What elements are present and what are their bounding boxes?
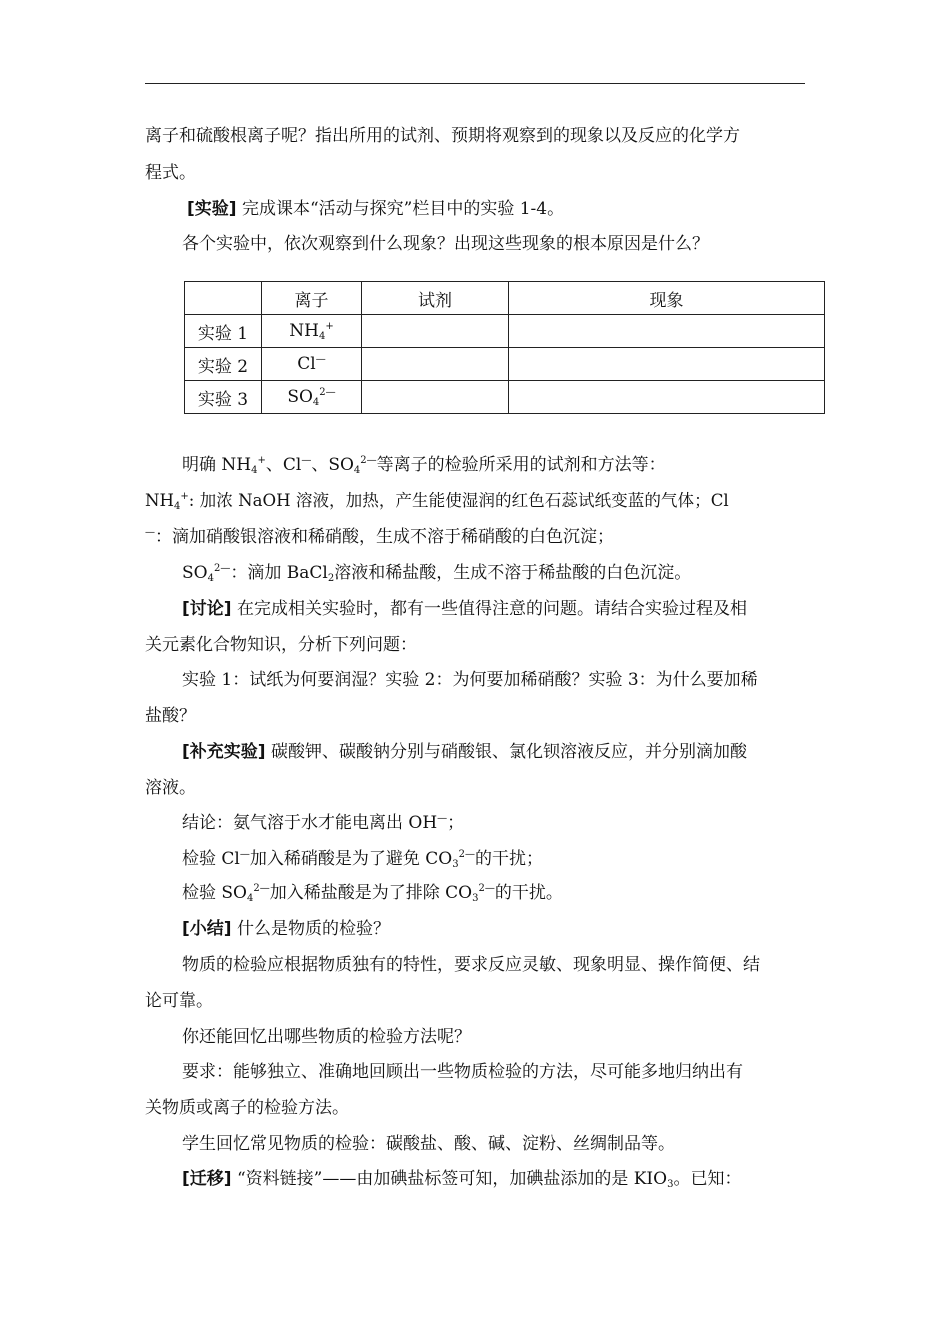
experiment-table [184,281,825,414]
experiment-text: 完成课本“活动与探究”栏目中的实验 1-4。 [236,199,565,219]
discuss-tag: [讨论] [182,599,232,619]
paragraph-line: 溶液。 [145,778,196,798]
conclusion-line: 检验 $SO_4^{2—}$加入稀盐酸是为了排除 $CO_3^{2—}$的干扰。 [182,883,563,904]
row-label: 实验 2 [185,348,262,381]
table-header-cell [185,282,262,315]
so4-test-line: $SO_4^{2—}$：滴加 BaCl$_2$溶液和稀盐酸，生成不溶于稀盐酸的白色沉淀。 [182,563,692,584]
table-row [185,381,825,414]
table-header-cell: 离子 [262,282,362,315]
paragraph-line: 物质的检验应根据物质独有的特性，要求反应灵敏、现象明显、操作简便、结 [182,955,760,975]
paragraph-line: 盐酸？ [145,706,196,726]
experiment-line [187,201,564,218]
summary-line: [小结] 什么是物质的检验？ [182,919,390,939]
conclusion-line: 检验 Cl—加入稀硝酸是为了避免 $CO_3^{2—}$的干扰； [182,849,543,870]
clarify-line: 明确 $NH_4^+$、Cl—、$SO_4^{2—}$等离子的检验所采用的试剂和方法等： [182,455,666,476]
paragraph-line: 程式。 [145,163,196,183]
table-row [185,348,825,381]
transfer-line: [迁移] “资料链接”——由加碘盐标签可知，加碘盐添加的是 $KIO_3$。已知： [182,1169,742,1190]
reagent-cell [362,348,509,381]
phenomenon-cell [509,348,825,381]
experiment-tag: [实验] [187,199,237,219]
row-label: 实验 1 [185,315,262,348]
row-label: 实验 3 [185,381,262,414]
conclusion-line: 结论：氨气溶于水才能电离出 OH—； [182,813,465,833]
reagent-cell [362,315,509,348]
phenomenon-cell [509,381,825,414]
header-rule [145,83,805,84]
supplement-line: [补充实验] 碳酸钾、碳酸钠分别与硝酸银、氯化钡溶液反应，并分别滴加酸 [182,742,747,762]
ion-cell: $SO_4^{2—}$ [262,381,362,414]
nh4-test-line: $NH_4^+$: 加浓 NaOH 溶液，加热，产生能使湿润的红色石蕊试纸变蓝的气体；Cl [145,491,729,512]
table-row [185,315,825,348]
table-header-cell: 试剂 [362,282,509,315]
paragraph-line: 关物质或离子的检验方法。 [145,1098,349,1118]
paragraph-line: 关元素化合物知识，分析下列问题： [145,635,417,655]
paragraph-line: 论可靠。 [145,991,213,1011]
question-line: 各个实验中，依次观察到什么现象？出现这些现象的根本原因是什么？ [182,234,709,254]
cl-test-line: —：滴加硝酸银溶液和稀硝酸，生成不溶于稀硝酸的白色沉淀； [145,527,614,547]
ion-cell: Cl— [262,348,362,381]
transfer-tag: [迁移] [182,1169,232,1189]
paragraph-line: 实验 1：试纸为何要润湿？实验 2：为何要加稀硝酸？实验 3：为什么要加稀 [182,670,758,690]
table-header-cell: 现象 [509,282,825,315]
paragraph-line: 你还能回忆出哪些物质的检验方法呢？ [182,1027,471,1047]
ion-cell: $NH_4^+$ [262,315,362,348]
summary-tag: [小结] [182,919,232,939]
discuss-line: [讨论] 在完成相关实验时，都有一些值得注意的问题。请结合实验过程及相 [182,599,747,619]
paragraph-line: 学生回忆常见物质的检验：碳酸盐、酸、碱、淀粉、丝绸制品等。 [182,1134,675,1154]
phenomenon-cell [509,315,825,348]
paragraph-line: 离子和硫酸根离子呢？指出所用的试剂、预期将观察到的现象以及反应的化学方 [145,126,740,146]
reagent-cell [362,381,509,414]
supplement-tag: [补充实验] [182,742,266,762]
table-header-row [185,282,825,315]
paragraph-line: 要求：能够独立、准确地回顾出一些物质检验的方法，尽可能多地归纳出有 [182,1062,743,1082]
